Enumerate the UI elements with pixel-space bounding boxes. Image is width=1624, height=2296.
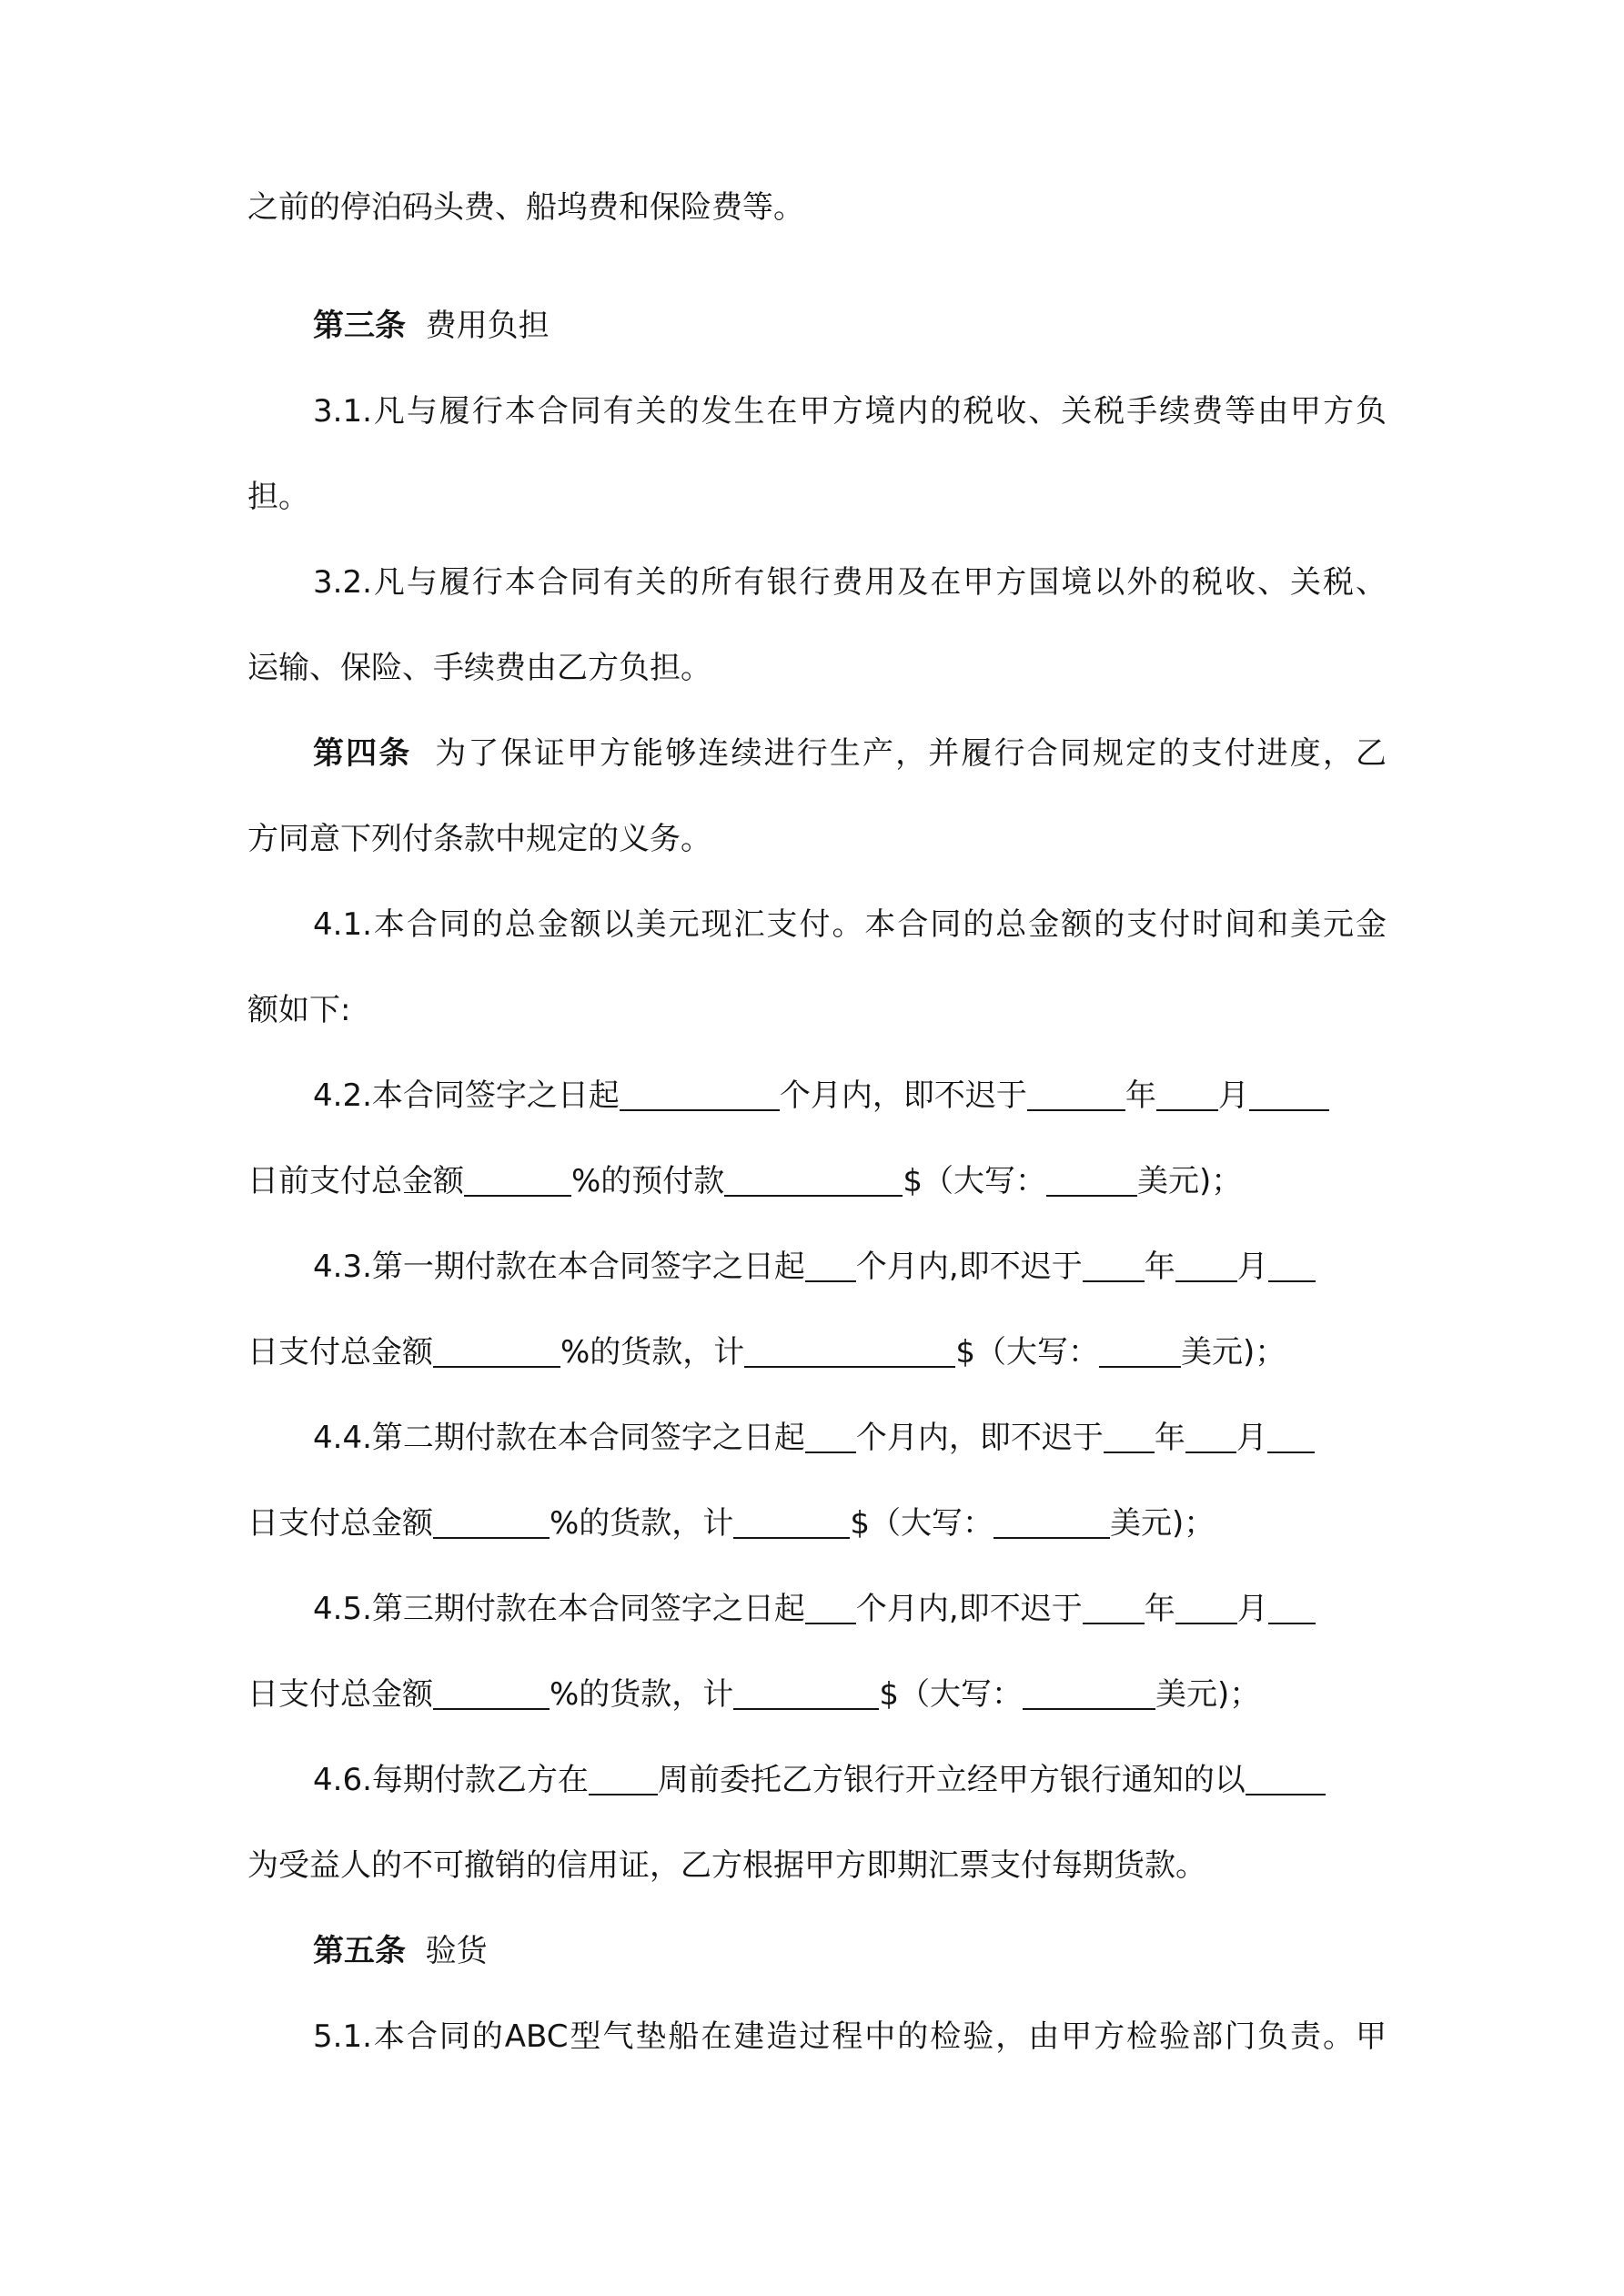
fill-in-blank[interactable] (744, 1335, 955, 1368)
fill-in-blank[interactable] (433, 1677, 550, 1710)
clause-4-4: 4.4.第二期付款在本合同签字之日起 个月内，即不迟于 年 月 (313, 1411, 1387, 1465)
clause-4-3: 4.3.第一期付款在本合同签字之日起 个月内,即不迟于 年 月 (313, 1239, 1387, 1294)
clause-5-1: 5.1.本合同的ABC型气垫船在建造过程中的检验，由甲方检验部门负责。甲 (313, 2018, 1387, 2055)
fill-in-blank[interactable] (1185, 1421, 1236, 1453)
paragraph-line: 额如下: (247, 992, 351, 1028)
article-text: 为了保证甲方能够连续进行生产，并履行合同规定的支付进度，乙 (435, 735, 1387, 772)
fill-in-blank[interactable] (620, 1078, 780, 1111)
clause-4-6: 4.6.每期付款乙方在 周前委托乙方银行开立经甲方银行通知的以 (313, 1753, 1387, 1807)
clause-4-2: 4.2.本合同签字之日起 个月内，即不迟于 年 月 (313, 1068, 1387, 1123)
clause-4-2-cont: 日前支付总金额 %的预付款 $（大写： 美元)； (247, 1163, 1243, 1199)
article-title: 费用负担 (425, 308, 550, 344)
article-number: 第三条 (313, 308, 406, 344)
fill-in-blank[interactable] (1175, 1592, 1237, 1624)
paragraph-line: 运输、保险、手续费由乙方负担。 (247, 650, 711, 686)
clause-4-1: 4.1.本合同的总金额以美元现汇支付。本合同的总金额的支付时间和美元金 (313, 906, 1387, 943)
fill-in-blank[interactable] (1156, 1078, 1218, 1111)
fill-in-blank[interactable] (1083, 1592, 1145, 1624)
fill-in-blank[interactable] (464, 1164, 571, 1197)
article-4-heading (313, 726, 1387, 781)
fill-in-blank[interactable] (1027, 1078, 1125, 1111)
fill-in-blank[interactable] (1104, 1421, 1155, 1453)
fill-in-blank[interactable] (433, 1506, 550, 1539)
paragraph-line: 方同意下列付条款中规定的义务。 (247, 821, 711, 857)
fill-in-blank[interactable] (1046, 1164, 1137, 1197)
clause-3-2: 3.2.凡与履行本合同有关的所有银行费用及在甲方国境以外的税收、关税、 (313, 564, 1387, 601)
fill-in-blank[interactable] (733, 1506, 850, 1539)
fill-in-blank[interactable] (433, 1335, 560, 1368)
fill-in-blank[interactable] (1268, 1592, 1316, 1624)
fill-in-blank[interactable] (724, 1164, 903, 1197)
clause-3-1: 3.1.凡与履行本合同有关的发生在甲方境内的税收、关税手续费等由甲方负 (313, 393, 1387, 430)
fill-in-blank[interactable] (805, 1421, 856, 1453)
article-number: 第五条 (313, 1933, 406, 1969)
fill-in-blank[interactable] (733, 1677, 879, 1710)
fill-in-blank[interactable] (1175, 1249, 1237, 1282)
fill-in-blank[interactable] (1099, 1335, 1181, 1368)
fill-in-blank[interactable] (1249, 1078, 1329, 1111)
clause-4-4-cont: 日支付总金额 %的货款，计 $（大写： 美元)； (247, 1505, 1215, 1542)
fill-in-blank[interactable] (1023, 1677, 1155, 1710)
paragraph-line: 为受益人的不可撤销的信用证，乙方根据甲方即期汇票支付每期货款。 (247, 1847, 1206, 1884)
fill-in-blank[interactable] (1267, 1421, 1315, 1453)
fill-in-blank[interactable] (805, 1249, 856, 1282)
article-title: 验货 (425, 1933, 488, 1969)
article-5-heading (313, 1924, 1387, 1978)
clause-4-5: 4.5.第三期付款在本合同签字之日起 个月内,即不迟于 年 月 (313, 1582, 1387, 1636)
clause-4-5-cont: 日支付总金额 %的货款，计 $（大写： 美元)； (247, 1676, 1261, 1713)
article-3-heading (313, 298, 1387, 353)
fill-in-blank[interactable] (1246, 1763, 1326, 1795)
paragraph-line: 担。 (247, 479, 309, 515)
paragraph-line: 之前的停泊码头费、船坞费和保险费等。 (247, 189, 804, 226)
fill-in-blank[interactable] (994, 1506, 1110, 1539)
fill-in-blank[interactable] (589, 1763, 658, 1795)
article-number: 第四条 (313, 735, 412, 772)
fill-in-blank[interactable] (1083, 1249, 1145, 1282)
clause-4-3-cont: 日支付总金额 %的货款，计 $（大写： 美元)； (247, 1334, 1286, 1371)
fill-in-blank[interactable] (1268, 1249, 1316, 1282)
fill-in-blank[interactable] (805, 1592, 856, 1624)
